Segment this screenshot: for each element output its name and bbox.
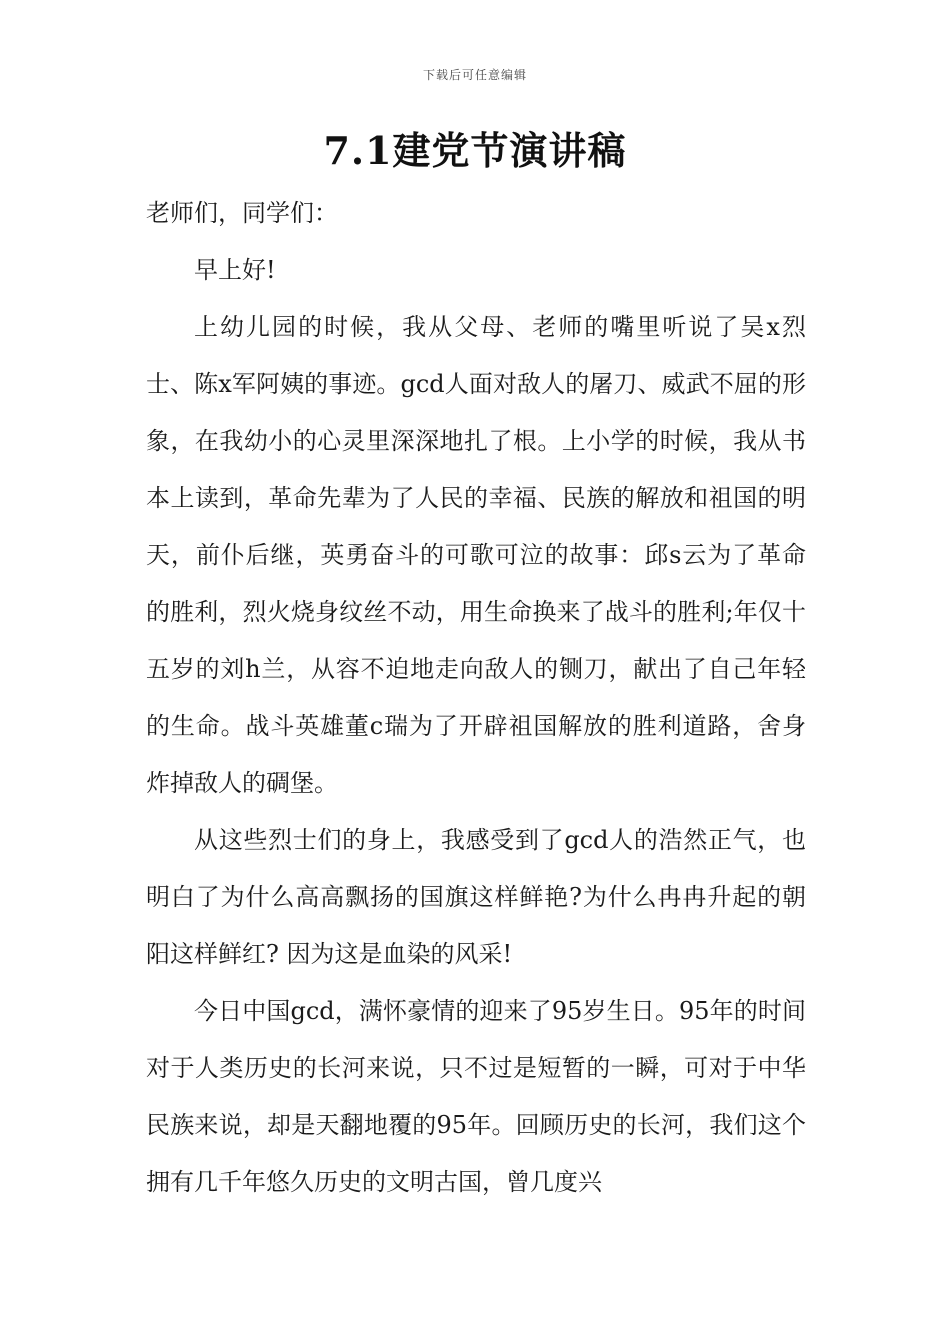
salutation: 老师们，同学们： — [146, 199, 338, 227]
document-title: 7.1建党节演讲稿 — [323, 128, 627, 173]
paragraph-anniversary: 今日中国gcd，满怀豪情的迎来了95岁生日。95年的时间对于人类历史的长河来说，只不过是短暂的一瞬，可对于中华民族来说，却是天翻地覆的95年。回顾历史的长河，我们这个拥有几千年悠久历史的文明古国，曾几度兴 — [146, 997, 806, 1196]
paragraph-childhood-heroes: 上幼儿园的时候，我从父母、老师的嘴里听说了吴x烈士、陈x军阿姨的事迹。gcd人面对敌人的屠刀、威武不屈的形象，在我幼小的心灵里深深地扎了根。上小学的时候，我从书本上读到，革命先辈为了人民的幸福、民族的解放和祖国的明天，前仆后继，英勇奋斗的可歌可泣的故事：邱s云为了革命的胜利，烈火烧身纹丝不动，用生命换来了战斗的胜利;年仅十五岁的刘h兰，从容不迫地走向敌人的铡刀，献出了自己年轻的生命。战斗英雄董c瑞为了开辟祖国解放的胜利道路，舍身炸掉敌人的碉堡。 — [146, 313, 806, 797]
paragraph-martyrs-spirit: 从这些烈士们的身上，我感受到了gcd人的浩然正气，也明白了为什么高高飘扬的国旗这样鲜艳?为什么冉冉升起的朝阳这样鲜红? 因为这是血染的风采! — [146, 826, 806, 968]
page-header-note: 下载后可任意编辑 — [422, 68, 527, 82]
document-body — [146, 185, 806, 1211]
paragraph-greeting: 早上好! — [194, 256, 276, 284]
